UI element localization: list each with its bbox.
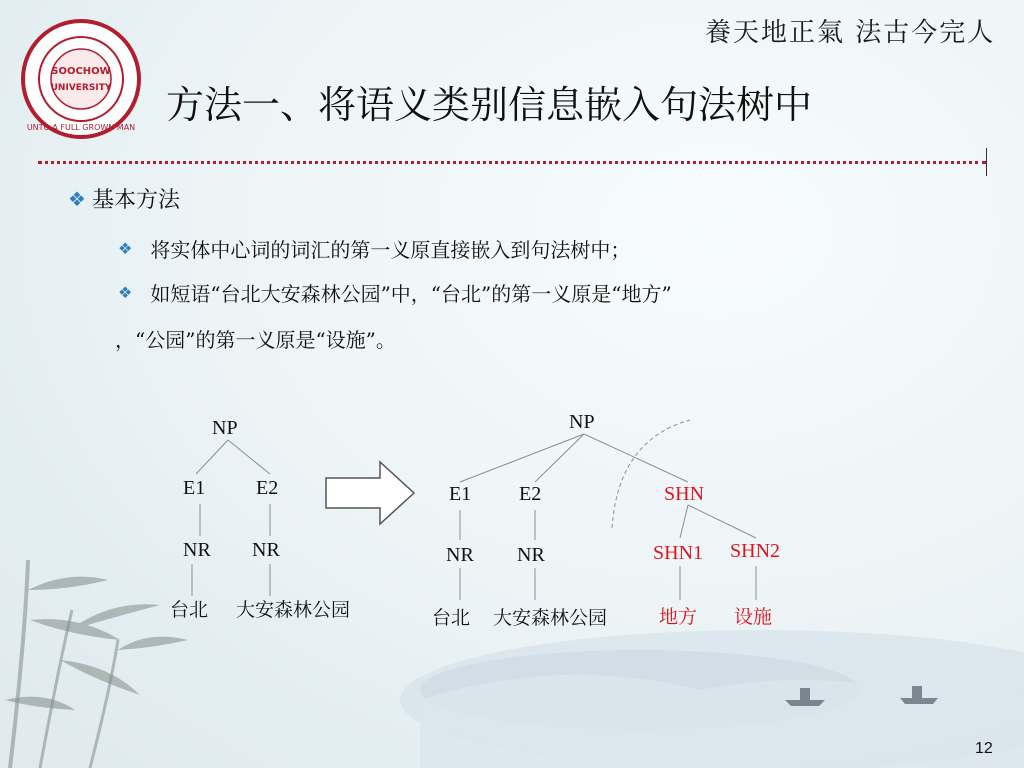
- right-shn-node: SHN: [664, 483, 705, 505]
- right-np-node: NP: [569, 411, 595, 433]
- diamond-bullet-icon: ❖: [68, 186, 86, 211]
- right-shn1-node: SHN1: [653, 542, 704, 564]
- svg-text:UNIVERSITY: UNIVERSITY: [50, 83, 112, 93]
- bullet-item-2-text: 如短语“台北大安森林公园”中，“台北”的第一义原是“地方”: [150, 282, 672, 306]
- left-nr2-node: NR: [252, 539, 280, 561]
- transform-arrow-icon: [326, 462, 414, 524]
- right-nr1-node: NR: [446, 544, 474, 566]
- slide-title: 方法一、将语义类别信息嵌入句法树中: [166, 83, 813, 127]
- page-number: 12: [975, 740, 993, 757]
- right-e2-node: E2: [519, 483, 542, 505]
- left-leaf-park: 大安森林公园: [236, 599, 351, 621]
- left-e1-node: E1: [183, 477, 206, 499]
- left-np-node: NP: [212, 417, 238, 439]
- left-nr1-node: NR: [183, 539, 211, 561]
- right-leaf-place: 地方: [659, 606, 698, 628]
- school-motto: 養天地正氣 法古今完人: [705, 18, 996, 48]
- right-e1-node: E1: [449, 483, 472, 505]
- left-leaf-taibei: 台北: [170, 599, 209, 621]
- right-leaf-park: 大安森林公园: [493, 607, 608, 629]
- bullet-item-1-text: 将实体中心词的词汇的第一义原直接嵌入到句法树中；: [150, 238, 631, 262]
- left-tree-edges: [192, 440, 270, 596]
- bullet-item-2-continuation: ，“公园”的第一义原是“设施”。: [115, 328, 396, 352]
- left-e2-node: E2: [256, 477, 279, 499]
- svg-text:SOOCHOW: SOOCHOW: [51, 66, 111, 77]
- right-tree-edges: [460, 420, 756, 600]
- svg-text:UNTO A FULL GROWN MAN: UNTO A FULL GROWN MAN: [26, 123, 136, 132]
- right-shn2-node: SHN2: [730, 540, 781, 562]
- diamond-bullet-icon: ❖: [118, 238, 133, 258]
- diamond-bullet-icon: ❖: [118, 282, 133, 302]
- right-leaf-facility: 设施: [734, 606, 773, 628]
- section-heading-label: 基本方法: [91, 188, 180, 213]
- right-leaf-taibei: 台北: [432, 607, 471, 629]
- right-nr2-node: NR: [517, 544, 545, 566]
